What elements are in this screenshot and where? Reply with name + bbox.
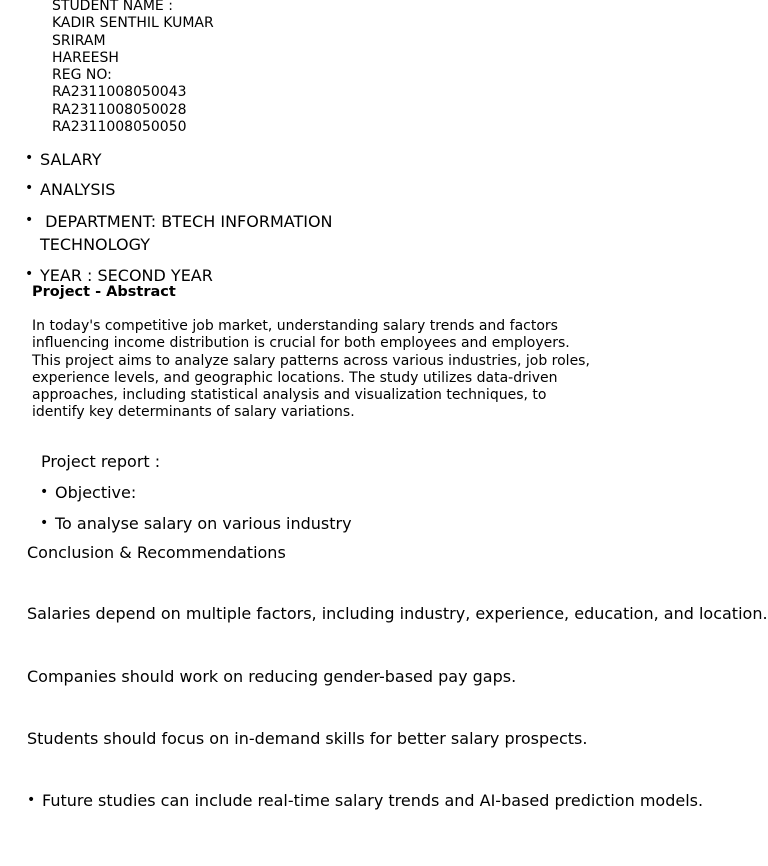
title-bullet-salary: SALARY <box>40 150 102 169</box>
bullet-glyph: • <box>40 484 49 500</box>
conclusion-point: Companies should work on reducing gender-based pay gaps. <box>27 667 517 686</box>
abstract-heading: Project - Abstract <box>32 284 176 300</box>
title-bullet-year: YEAR : SECOND YEAR <box>40 266 213 285</box>
student-name: SRIRAM <box>52 32 106 49</box>
conclusion-point: Salaries depend on multiple factors, including industry, experience, education, and location. <box>27 604 768 623</box>
abstract-body: In today's competitive job market, understanding salary trends and factors influencing income distribution is crucial for both employees and employers. This project aims to analyze salary patterns across various industries, job roles, experience levels, and geographic locations. The study utilizes data-driven approaches, including statistical analysis and visualization techniques, to identify key determinants of salary variations. <box>32 318 590 421</box>
conclusion-bullet-future: Future studies can include real-time salary trends and AI-based prediction models. <box>42 791 704 810</box>
reg-no-label: REG NO: <box>52 67 112 84</box>
report-heading: Project report : <box>41 452 161 471</box>
bullet-glyph: • <box>25 180 34 196</box>
student-name: KADIR SENTHIL KUMAR <box>52 15 214 32</box>
bullet-glyph: • <box>25 266 34 282</box>
report-bullet-analyse: To analyse salary on various industry <box>55 514 352 533</box>
conclusion-point: Students should focus on in-demand skills for better salary prospects. <box>27 729 588 748</box>
title-bullet-analysis: ANALYSIS <box>40 180 116 199</box>
bullet-glyph: • <box>25 150 34 166</box>
report-bullet-objective: Objective: <box>55 483 137 502</box>
bullet-glyph: • <box>25 212 34 228</box>
conclusion-heading: Conclusion & Recommendations <box>27 543 286 562</box>
student-name-label: STUDENT NAME : <box>52 0 173 14</box>
student-info <box>52 0 214 136</box>
bullet-glyph: • <box>27 792 36 808</box>
reg-number: RA2311008050050 <box>52 119 187 136</box>
reg-number: RA2311008050043 <box>52 84 187 101</box>
reg-number: RA2311008050028 <box>52 101 187 118</box>
title-bullet-department: DEPARTMENT: BTECH INFORMATION TECHNOLOGY <box>40 212 338 254</box>
student-name: HAREESH <box>52 49 119 66</box>
bullet-glyph: • <box>40 515 49 531</box>
